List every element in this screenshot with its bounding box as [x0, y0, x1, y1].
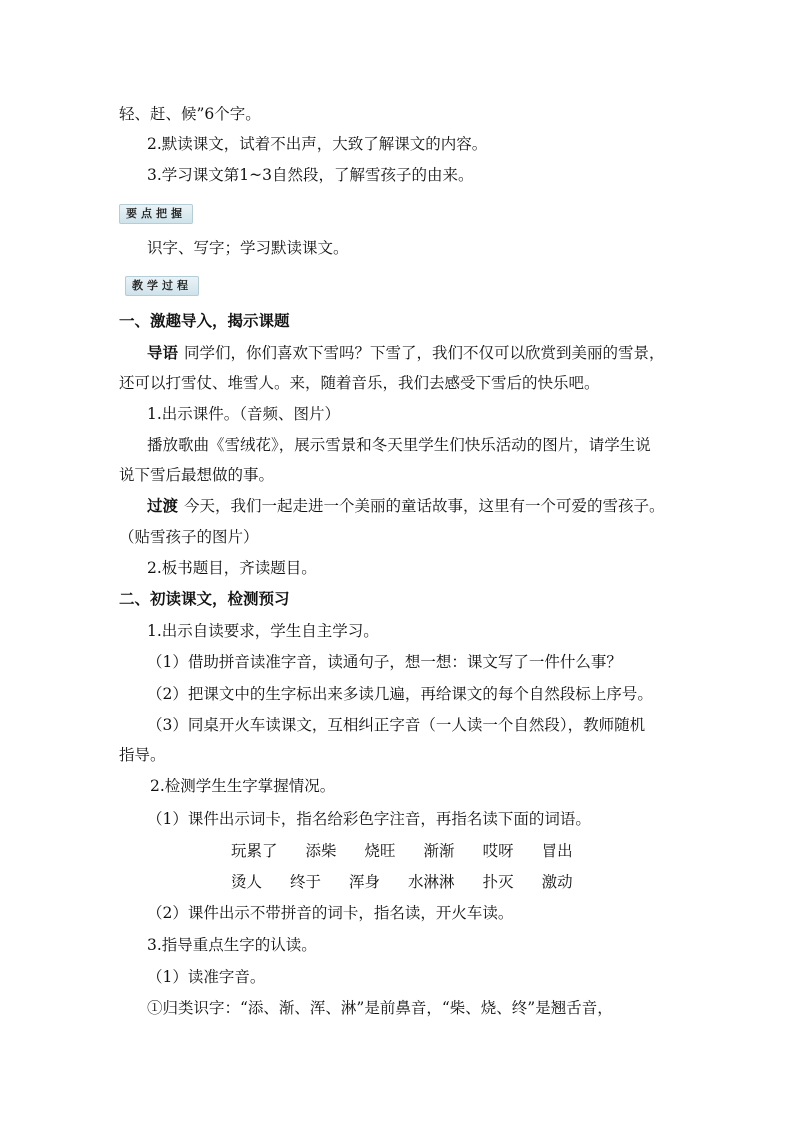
word-card: 添柴 [305, 842, 337, 860]
word-card: 扑灭 [482, 873, 514, 891]
word-card: 烧旺 [364, 842, 396, 860]
text-line: 还可以打雪仗、堆雪人。来，随着音乐，我们去感受下雪后的快乐吧。 [119, 374, 600, 392]
text-line: 2.板书题目，齐读题目。 [147, 559, 317, 577]
word-card: 玩累了 [231, 842, 278, 860]
text-line: 指导。 [119, 746, 166, 764]
text-line: （贴雪孩子的图片） [119, 528, 259, 546]
text-line: 说下雪后最想做的事。 [119, 466, 275, 484]
text-line: 2.检测学生生字掌握情况。 [150, 777, 336, 795]
text-line: 3.指导重点生字的认读。 [147, 936, 317, 954]
text-line: （1）借助拼音读准字音，读通句子，想一想：课文写了一件什么事？ [147, 653, 622, 671]
text-fragment: 同学们，你们喜欢下雪吗？下雪了，我们不仅可以欣赏到美丽的雪景， [184, 344, 665, 362]
text-line [147, 342, 665, 364]
text-line: （2）课件出示不带拼音的词卡，指名读，开火车读。 [147, 904, 514, 922]
word-card: 哎呀 [482, 842, 514, 860]
text-line: 1.出示课件。（音频、图片） [147, 405, 341, 423]
lead-intro: 导语 [147, 344, 179, 362]
text-line: （3）同桌开火车读课文，互相纠正字音（一人读一个自然段），教师随机 [147, 716, 646, 734]
text-line: 识字、写字；学习默读课文。 [147, 239, 349, 257]
word-card: 浑身 [349, 873, 381, 891]
word-card: 烫人 [231, 873, 263, 891]
text-line: （1）读准字音。 [147, 968, 266, 986]
word-list-row [231, 840, 601, 862]
section-tag-process: 教学过程 [125, 276, 199, 296]
text-line: 3.学习课文第1~3自然段，了解雪孩子的由来。 [147, 166, 474, 184]
section-tag-key-points: 要点把握 [119, 204, 193, 224]
word-card: 渐渐 [423, 842, 455, 860]
text-line: 播放歌曲《雪绒花》，展示雪景和冬天里学生们快乐活动的图片，请学生说 [147, 436, 651, 454]
text-line: （2）把课文中的生字标出来多读几遍，再给课文的每个自然段标上序号。 [147, 685, 653, 703]
section-heading: 一、激趣导入，揭示课题 [119, 312, 290, 330]
text-line: ①归类识字：“添、渐、浑、淋”是前鼻音，“柴、烧、终”是翘舌音， [147, 999, 613, 1017]
lead-transition: 过渡 [147, 497, 179, 515]
text-line [147, 495, 665, 517]
section-heading: 二、初读课文，检测预习 [119, 590, 290, 608]
text-line: 2.默读课文，试着不出声，大致了解课文的内容。 [147, 135, 488, 153]
text-line: 轻、赶、候”6个字。 [119, 105, 261, 123]
word-list-row [231, 871, 601, 893]
text-fragment: 今天，我们一起走进一个美丽的童话故事，这里有一个可爱的雪孩子。 [184, 497, 665, 515]
word-card: 终于 [290, 873, 322, 891]
word-card: 水淋淋 [408, 873, 455, 891]
word-card: 激动 [541, 873, 573, 891]
text-line: （1）课件出示词卡，指名给彩色字注音，再指名读下面的词语。 [147, 810, 591, 828]
text-line: 1.出示自读要求，学生自主学习。 [147, 622, 379, 640]
word-card: 冒出 [541, 842, 573, 860]
